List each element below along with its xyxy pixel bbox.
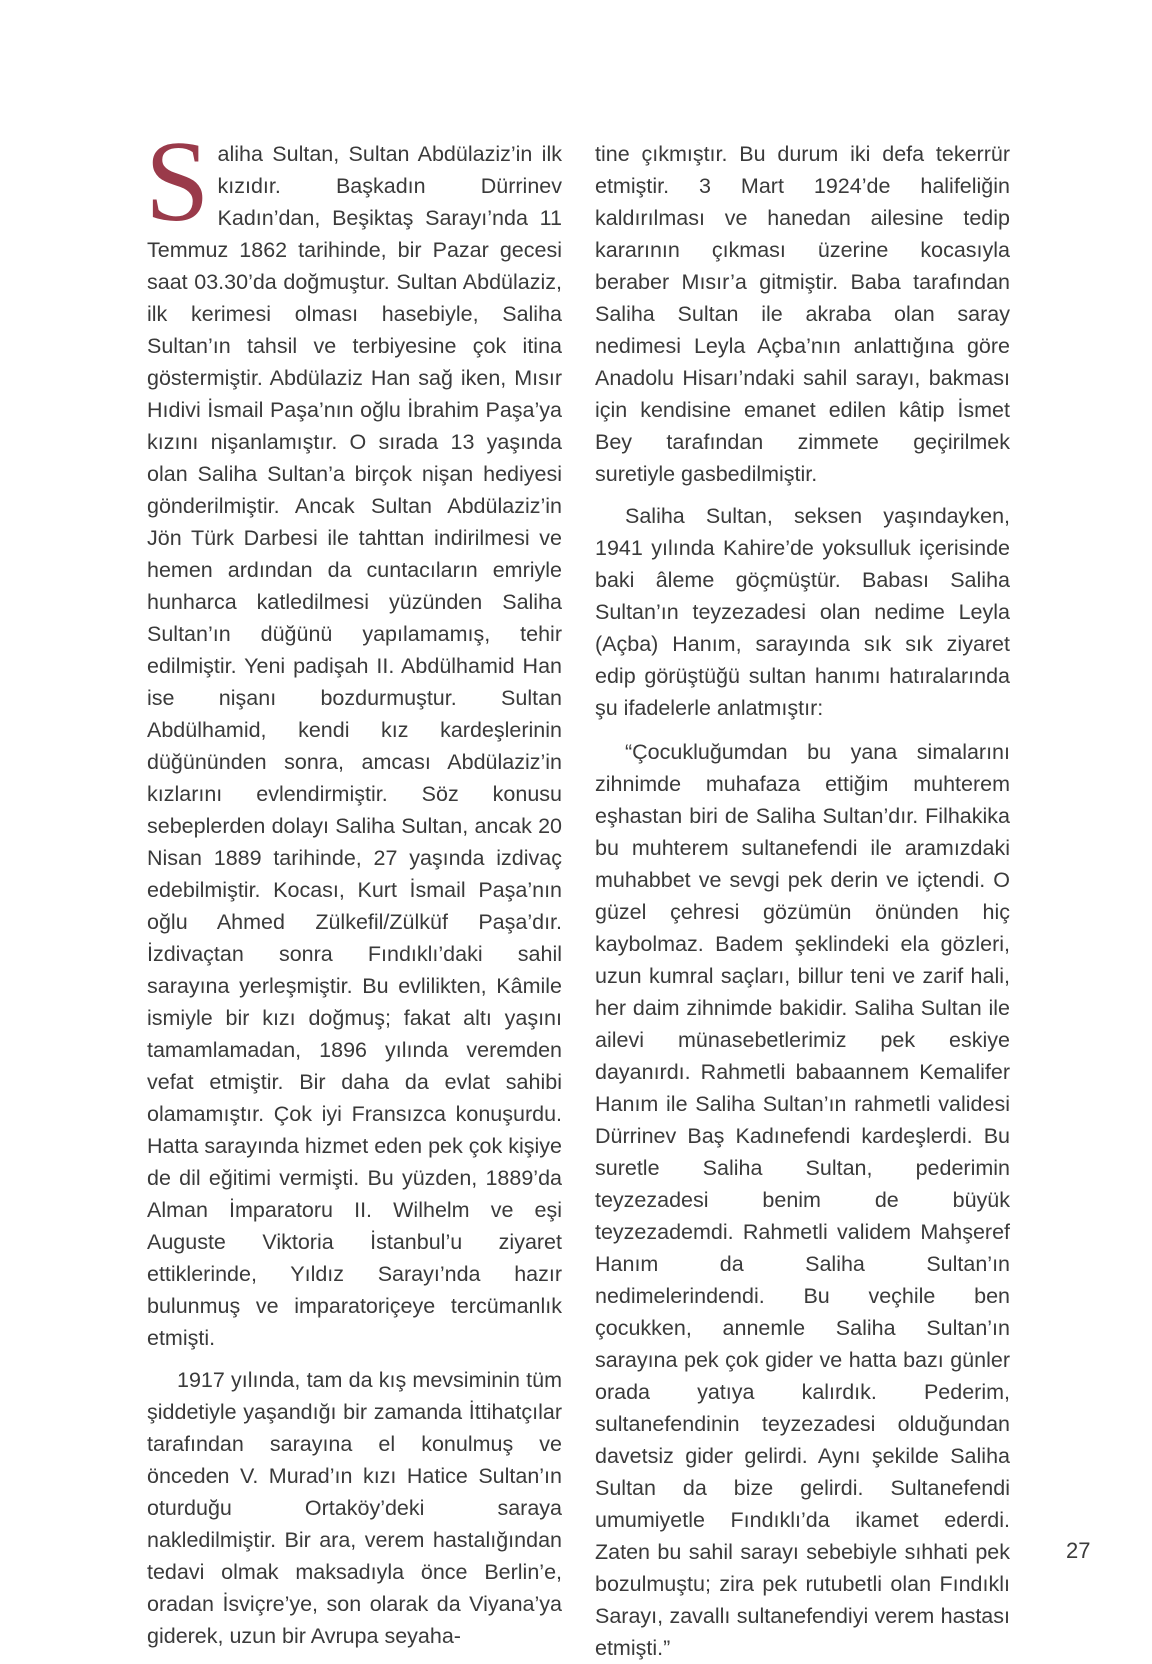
paragraph [145,118,562,1354]
right-column [595,138,1010,1664]
quote-paragraph: “Çocukluğumdan bu yana simalarını zihnimde muhafaza ettiğim muhterem eşhastan biri de Saliha Sultan’dır. Filhakika bu muhterem sultanefendi ile aramızdaki muhabbet ve sevgi pek derin ve içtendi. O güzel çehresi gözümün önünden hiç kaybolmaz. Badem şeklindeki ela gözleri, uzun kumral saçları, billur teni ve zarif hali, her daim zihnimde bakidir. Saliha Sultan ile ailevi münasebetlerimiz pek eskiye dayanırdı. Rahmetli babaannem Kemalifer Hanım ile Saliha Sultan’ın rahmetli validesi Dürrinev Baş Kadınefendi kardeşlerdi. Bu suretle Saliha Sultan, pederimin teyzezadesi benim de büyük teyzezademdi. Rahmetli validem Mahşeref Hanım da Saliha Sultan’ın nedimelerindendi. Bu veçhile ben çocukken, annemle Saliha Sultan’ın sarayına pek çok gider ve hatta bazı günler orada yatıya kalırdık. Pederim, sultanefendinin teyzezadesi olduğundan davetsiz gider gelirdi. Aynı şekilde Saliha Sultan da bize gelirdi. Sultanefendi umumiyetle Fındıklı’da ikamet ederdi. Zaten bu sahil sarayı sebebiyle sıhhati pek bozulmuştu; zira pek rutubetli olan Fındıklı Sarayı, zavallı sultanefendiyi verem hastası etmişti.” [595,740,1010,1660]
paragraph: Saliha Sultan, seksen yaşındayken, 1941 yılında Kahire’de yoksulluk içerisinde baki âleme göçmüştür. Babası Saliha Sultan’ın teyzezadesi olan nedime Leyla (Açba) Hanım, sarayında sık sık ziyaret edip görüştüğü sultan hanımı hatıralarında şu ifadelerle anlatmıştır: [595,504,1010,720]
paragraph: tine çıkmıştır. Bu durum iki defa tekerrür etmiştir. 3 Mart 1924’de halifeliğin kaldırılması ve hanedan ailesine tedip kararının çıkması üzerine kocasıyla beraber Mısır’a gitmiştir. Baba tarafından Saliha Sultan ile akraba olan saray nedimesi Leyla Açba’nın anlattığına göre Anadolu Hisarı’ndaki sahil sarayı, bakması için kendisine emanet edilen kâtip İsmet Bey tarafından zimmete geçirilmek suretiyle gasbedilmiştir. [595,142,1010,486]
left-column [145,118,562,1652]
drop-cap: S [145,118,210,246]
page-number: 27 [1066,1538,1091,1563]
paragraph: 1917 yılında, tam da kış mevsiminin tüm şiddetiyle yaşandığı bir zamanda İttihatçılar tarafından sarayına el konulmuş ve önceden V. Murad’ın kızı Hatice Sultan’ın oturduğu Ortaköy’deki saraya nakledilmiştir. Bir ara, verem hastalığından tedavi olmak maksadıyla önce Berlin’e, oradan İsviçre’ye, son olarak da Viyana’ya giderek, uzun bir Avrupa seyaha- [147,1368,562,1648]
paragraph-text: aliha Sultan, Sultan Abdülaziz’in ilk kızıdır. Başkadın Dürrinev Kadın’dan, Beşiktaş Sarayı’nda 11 Temmuz 1862 tarihinde, bir Pazar gecesi saat 03.30’da doğmuştur. Sultan Abdülaziz, ilk kerimesi olması hasebiyle, Saliha Sultan’ın tahsil ve terbiyesine çok itina göstermiştir. Abdülaziz Han sağ iken, Mısır Hıdivi İsmail Paşa’nın oğlu İbrahim Paşa’ya kızını nişanlamıştır. O sırada 13 yaşında olan Saliha Sultan’a birçok nişan hediyesi gönderilmiştir. Ancak Sultan Abdülaziz’in Jön Türk Darbesi ile tahttan indirilmesi ve hemen ardından da cuntacıların emriyle hunharca katledilmesi yüzünden Saliha Sultan’ın düğünü yapılamamış, tehir edilmiştir. Yeni padişah II. Abdülhamid Han ise nişanı bozdurmuştur. Sultan Abdülhamid, kendi kız kardeşlerinin düğününden sonra, amcası Abdülaziz’in kızlarını evlendirmiştir. Söz konusu sebeplerden dolayı Saliha Sultan, ancak 20 Nisan 1889 tarihinde, 27 yaşında izdivaç edebilmiştir. Kocası, Kurt İsmail Paşa’nın oğlu Ahmed Zülkefil/Zülküf Paşa’dır. İzdivaçtan sonra Fındıklı’daki sahil sarayına yerleşmiştir. Bu evlilikten, Kâmile ismiyle bir kızı doğmuş; fakat altı yaşını tamamlamadan, 1896 yılında veremden vefat etmiştir. Bir daha da evlat sahibi olamamıştır. Çok iyi Fransızca konuşurdu. Hatta sarayında hizmet eden pek çok kişiye de dil eğitimi vermişti. Bu yüzden, 1889’da Alman İmparatoru II. Wilhelm ve eşi Auguste Viktoria İstanbul’u ziyaret ettiklerinde, Yıldız Sarayı’nda hazır bulunmuş ve imparatoriçeye tercümanlık etmişti. [147,142,562,1350]
